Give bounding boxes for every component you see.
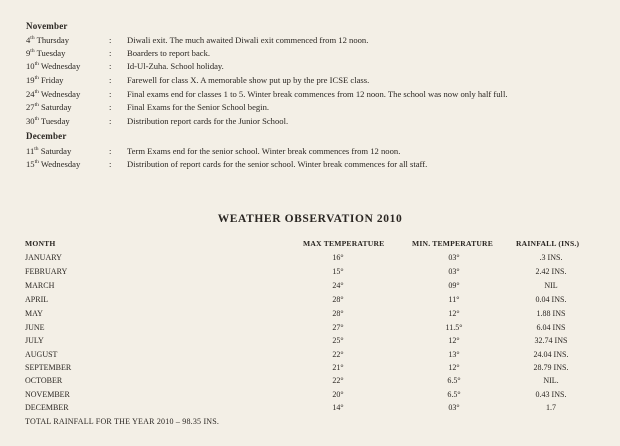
event-date: 11th Saturday [26,146,72,156]
event-date: 15th Wednesday [26,159,81,169]
min-temp-cell: 11.5° [445,323,463,332]
event-separator: : [109,48,112,58]
min-temp-cell: 6.5° [447,376,461,385]
column-header-month: MONTH [25,239,56,248]
column-header-rain: RAINFALL (INS.) [516,239,580,248]
event-description: Diwali exit. The much awaited Diwali exit commenced from 12 noon. [127,35,369,45]
rainfall-cell: 0.43 INS. [535,390,567,399]
event-date: 24th Wednesday [26,89,81,99]
rainfall-cell: 32.74 INS [534,336,568,345]
event-separator: : [109,102,112,112]
event-description: Id-Ul-Zuha. School holiday. [127,61,224,71]
month-cell: MARCH [25,281,55,290]
month-cell: MAY [25,309,43,318]
month-cell: APRIL [25,295,49,304]
event-separator: : [109,35,112,45]
month-cell: OCTOBER [25,376,63,385]
event-date: 4th Thursday [26,35,70,45]
min-temp-cell: 12° [448,336,460,345]
column-header-min: MIN. TEMPERATURE [412,239,493,248]
rainfall-cell: 1.7 [546,403,556,412]
rainfall-cell: NIL [544,281,558,290]
month-cell: AUGUST [25,350,58,359]
month-cell: JUNE [25,323,45,332]
event-date: 10th Wednesday [26,61,81,71]
max-temp-cell: 25° [332,336,344,345]
november-heading: November [26,21,68,31]
min-temp-cell: 03° [448,253,460,262]
event-date: 19th Friday [26,75,64,85]
event-description: Final exams end for classes 1 to 5. Winter break commences from 12 noon. The school was now only half full. [127,89,508,99]
max-temp-cell: 16° [332,253,344,262]
event-separator: : [109,75,112,85]
event-description: Distribution report cards for the Junior School. [127,116,289,126]
max-temp-cell: 15° [332,267,344,276]
max-temp-cell: 14° [332,403,344,412]
max-temp-cell: 27° [332,323,344,332]
event-separator: : [109,159,112,169]
min-temp-cell: 03° [448,403,460,412]
column-header-max: MAX TEMPERATURE [303,239,385,248]
max-temp-cell: 22° [332,376,344,385]
month-cell: JANUARY [25,253,62,262]
event-date: 27th Saturday [26,102,72,112]
month-cell: JULY [25,336,44,345]
event-date: 9th Tuesday [26,48,66,58]
event-description: Term Exams end for the senior school. Winter break commences from 12 noon. [127,146,401,156]
max-temp-cell: 20° [332,390,344,399]
december-heading: December [26,131,67,141]
event-description: Distribution of report cards for the senior school. Winter break commences for all staff. [127,159,428,169]
min-temp-cell: 03° [448,267,460,276]
max-temp-cell: 21° [332,363,344,372]
rainfall-cell: 28.79 INS. [533,363,569,372]
event-description: Final Exams for the Senior School begin. [127,102,270,112]
rainfall-cell: 0.04 INS. [535,295,567,304]
event-separator: : [109,146,112,156]
min-temp-cell: 12° [448,363,460,372]
rainfall-cell: 6.04 INS [536,323,566,332]
min-temp-cell: 6.5° [447,390,461,399]
max-temp-cell: 28° [332,295,344,304]
event-separator: : [109,116,112,126]
event-date: 30th Tuesday [26,116,70,126]
month-cell: FEBRUARY [25,267,68,276]
min-temp-cell: 12° [448,309,460,318]
month-cell: SEPTEMBER [25,363,72,372]
total-rainfall: TOTAL RAINFALL FOR THE YEAR 2010 – 98.35 INS. [25,417,220,426]
max-temp-cell: 24° [332,281,344,290]
month-cell: NOVEMBER [25,390,70,399]
rainfall-cell: NIL. [543,376,559,385]
rainfall-cell: 1.88 INS [536,309,566,318]
min-temp-cell: 11° [448,295,460,304]
rainfall-cell: 2.42 INS. [535,267,567,276]
min-temp-cell: 09° [448,281,460,290]
rainfall-cell: 24.04 INS. [533,350,569,359]
event-separator: : [109,61,112,71]
max-temp-cell: 22° [332,350,344,359]
max-temp-cell: 28° [332,309,344,318]
event-description: Boarders to report back. [127,48,211,58]
weather-title: WEATHER OBSERVATION 2010 [217,213,403,225]
month-cell: DECEMBER [25,403,69,412]
event-description: Farewell for class X. A memorable show put up by the pre ICSE class. [127,75,370,85]
min-temp-cell: 13° [448,350,460,359]
event-separator: : [109,89,112,99]
rainfall-cell: .3 INS. [539,253,563,262]
